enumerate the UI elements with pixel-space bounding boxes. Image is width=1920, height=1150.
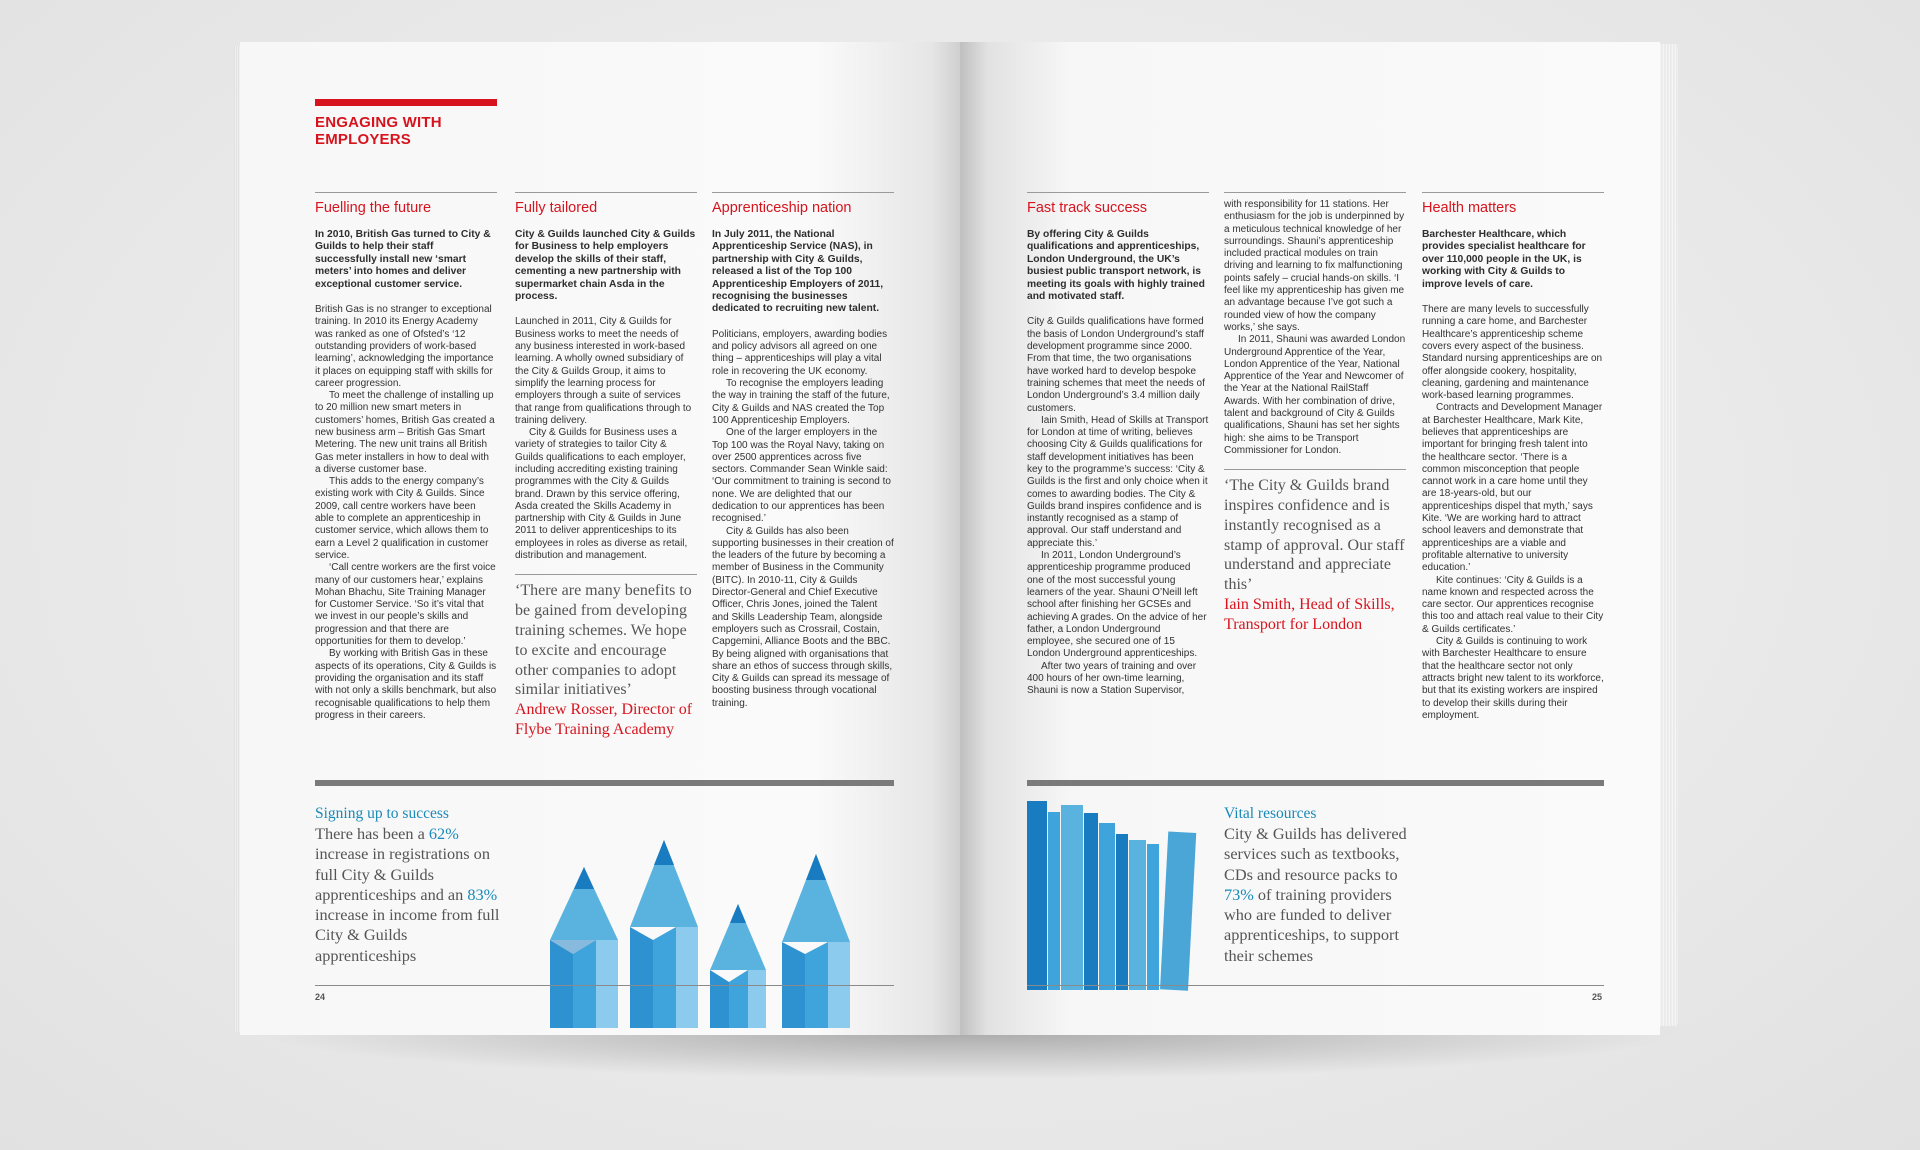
article-health-matters (1422, 192, 1604, 722)
pull-quote-attribution: Iain Smith, Head of Skills, Transport for London (1224, 596, 1395, 633)
column-rule (1422, 192, 1604, 193)
column-body: There are many levels to successfully running a care home, and Barchester Healthcare’s apprenticeship scheme covers every aspect of the business. Standard nursing apprenticeships are on offer alongside cookery, hospitality, cleaning, gardening and maintenance work-based learning programmes. Contracts and Development Manager at Barchester Healthcare, Mark Kite, believes that apprenticeships are important for bringing fresh talent into the healthcare sector. ‘There is a common misconception that people cannot work in a care home until they are 18-years-old, but our apprenticeships dispel that myth,’ says Kite. ‘We are working hard to attract school leavers and demonstrate that apprenticeships are a viable and profitable alternative to university education.’ Kite continues: ‘City & Guilds is a name known and respected across the care sector. Our apprentices recognise this too and attach real value to their City & Guilds certificates.’ City & Guilds is continuing to work with Barchester Healthcare to ensure that the healthcare sector not only attracts bright new talent to its workforce, but that its existing workers are inspired to develop their skills during their employment. (1422, 304, 1604, 721)
left-page (240, 42, 960, 1035)
column-body: Launched in 2011, City & Guilds for Business works to meet the needs of any business interested in work-based learning. A wholly owned subsidiary of the City & Guilds Group, it aims to simplify the learning process for employers through a suite of services that range from qualifications through to training delivery. City & Guilds for Business uses a variety of strategies to tailor City & Guilds qualifications to each employer, including accrediting existing training programmes with the City & Guilds brand. Drawn by this service offering, Asda created the Skills Academy in partnership with City & Guilds in June 2011 to deliver apprenticeships to its employees in roles as diverse as retail, distribution and management. (515, 316, 692, 562)
column-body: City & Guilds qualifications have formed the basis of London Underground’s staff development programme since 2000. From that time, the two organisations have worked hard to develop bespoke training schemes that meet the needs of London Underground’s 3.4 million daily customers. Iain Smith, Head of Skills at Transport for London at time of writing, believes choosing City & Guilds qualifications for staff development initiatives has been key to the programme’s success: ‘City & Guilds is the first and only choice when it comes to awarding bodies. The City & Guilds brand inspires confidence and is instantly recognised as a stamp of approval. Our staff understand and appreciate this.’ In 2011, London Underground’s apprenticeship programme produced one of the most successful young learners of the year. Shauni O’Neill left school after finishing her GCSEs and achieving A grades. On the advice of her father, a London Underground employee, she secured one of 15 London Underground apprenticeships. After two years of training and over 400 hours of her own-time learning, Shauni is now a Station Supervisor, (1027, 316, 1209, 697)
column-rule (1027, 192, 1209, 193)
book (1099, 823, 1115, 990)
book (1116, 834, 1128, 990)
book (1027, 801, 1047, 990)
stat-divider (1027, 780, 1604, 786)
stat-divider (315, 780, 894, 786)
book (1160, 831, 1196, 990)
section-title-bar (315, 99, 497, 106)
column-lead: In July 2011, the National Apprenticeship Service (NAS), in partnership with City & Guilds, released a list of the Top 100 Apprenticeship Employers of 2011, recognising the businesses dedicated to recruiting new talent. (712, 229, 884, 315)
pull-quote-attribution: Andrew Rosser, Director of Flybe Training Academy (515, 701, 693, 738)
pull-quote (515, 574, 697, 739)
pencils-icon (540, 792, 860, 1032)
stat-title: Signing up to success (315, 805, 449, 822)
pull-quote-text: ‘The City & Guilds brand inspires confidence and is instantly recognised as a stamp of approval. Our staff understand and appreciate this’ (1224, 477, 1405, 594)
right-page (960, 42, 1660, 1035)
column-heading: Health matters (1422, 200, 1517, 216)
footer-rule (315, 985, 894, 986)
page-number: 24 (315, 992, 326, 1002)
column-heading: Fuelling the future (315, 200, 432, 216)
article-fast-track-success (1027, 192, 1209, 698)
pencil (710, 904, 766, 1028)
article-apprenticeship-nation (712, 192, 894, 710)
column-rule (315, 192, 497, 193)
pencil (630, 840, 698, 1028)
book (1129, 840, 1146, 990)
column-body: with responsibility for 11 stations. Her enthusiasm for the job is underpinned by a meticulous technical knowledge of her surroundings. Shauni’s apprenticeship included practical modules on train driving and learning to fix malfunctioning points safely – crucial hands-on skills. ‘I feel like my apprenticeship has given me an advantage because I’ve got such a rounded view of how the company works,’ she says. In 2011, Shauni was awarded London Underground Apprentice of the Year, London Apprentice of the Year, National Apprentice of the Year and Newcomer of the Year at the National RailStaff Awards. With her combination of drive, talent and background of City & Guilds qualifications, Shauni has set her sights high: she aims to be Transport Commissioner for London. (1224, 199, 1406, 456)
books-icon (1027, 792, 1217, 992)
article-fuelling-the-future (315, 192, 497, 722)
stat-title: Vital resources (1224, 805, 1317, 822)
pencil (550, 867, 618, 1028)
column-heading: Apprenticeship nation (712, 200, 852, 216)
stat-highlight: 62% (428, 824, 459, 843)
column-body: Politicians, employers, awarding bodies and policy advisors all agreed on one thing – apprenticeships will play a vital role in recovering the UK economy. To recognise the employers leading the way in training the staff of the future, City & Guilds and NAS created the Top 100 Apprenticeship Employers. One of the larger employers in the Top 100 was the Royal Navy, taking on over 2500 apprentices across five sectors. Commander Sean Winkle said: ‘Our commitment to training is second to none. We are delighted that our dedication to our apprentices has been recognised.’ City & Guilds has also been supporting businesses in their creation of the leaders of the future by becoming a member of Business in the Community (BITC). In 2010-11, City & Guilds Director-General and Chief Executive Officer, Chris Jones, joined the Talent and Skills Leadership Team, alongside employers such as Crossrail, Costain, Capgemini, Alliance Boots and the BBC. By being aligned with organisations that share an ethos of success through skills, City & Guilds can spread its message of boosting business through vocational training. (712, 328, 894, 709)
column-heading: Fast track success (1027, 200, 1148, 216)
article-continuation (1224, 192, 1406, 635)
section-title: ENGAGING WITH EMPLOYERS (315, 114, 442, 148)
column-rule (1224, 192, 1406, 193)
column-lead: City & Guilds launched City & Guilds for Business to help employers develop the skills of their staff, cementing a new partnership with supermarket chain Asda in the process. (515, 229, 696, 303)
column-rule (515, 192, 697, 193)
footer-rule (1027, 985, 1604, 986)
column-heading: Fully tailored (515, 200, 598, 216)
column-body: British Gas is no stranger to exceptional training. In 2010 its Energy Academy was ranked as one of Ofsted’s ‘12 outstanding providers of work-based learning’, acknowledging the importance it places on equipping staff with skills for career progression. To meet the challenge of installing up to 20 million new smart meters in customers’ homes, British Gas created a new business arm – British Gas Smart Metering. The new unit trains all British Gas meter installers in how to deal with a diverse customer base. This adds to the energy company’s existing work with City & Guilds. Since 2009, call centre workers have been able to complete an apprenticeship in customer service, which allows them to earn a Level 2 qualification in customer service. ‘Call centre workers are the first voice many of our customers hear,’ explains Mohan Bhachu, Site Training Manager for Customer Service. ‘So it’s vital that we invest in our people’s skills and progression and that there are opportunities for them to develop.’ By working with British Gas in these aspects of its operations, City & Guilds is providing the organisation and its staff with not only a skills benchmark, but also recognisable qualifications to help them progress in their careers. (315, 304, 497, 721)
book (1048, 812, 1060, 990)
stat-highlight: 73% (1224, 884, 1254, 904)
column-lead: By offering City & Guilds qualifications and apprenticeships, London Underground, the UK’s busiest public transport network, is meeting its goals with highly trained and motivated staff. (1027, 229, 1205, 303)
page-number: 25 (1592, 992, 1603, 1002)
stat-text: City & Guilds has delivered services such as textbooks, CDs and resource packs to 73% of training providers who are funded to deliver apprenticeships, to support their schemes (1224, 824, 1407, 965)
book (1061, 805, 1083, 990)
pull-quote-text: ‘There are many benefits to be gained from developing training schemes. We hope to excite and encourage other companies to adopt similar initiatives’ (515, 582, 692, 699)
book (1147, 844, 1159, 990)
pencil (782, 854, 850, 1028)
stat-highlight: 83% (467, 884, 498, 904)
pull-quote (1224, 469, 1406, 634)
column-lead: Barchester Healthcare, which provides specialist healthcare for over 110,000 people in the UK, is working with City & Guilds to improve levels of care. (1422, 229, 1586, 290)
book (1084, 813, 1098, 990)
column-lead: In 2010, British Gas turned to City & Guilds to help their staff successfully install new ‘smart meters’ into homes and deliver exceptional customer service. (315, 229, 491, 290)
article-fully-tailored (515, 192, 697, 740)
stat-text: There has been a 62% increase in registrations on full City & Guilds apprenticeships and an 83% increase in income from full City & Guilds apprenticeships (315, 824, 500, 965)
column-rule (712, 192, 894, 193)
